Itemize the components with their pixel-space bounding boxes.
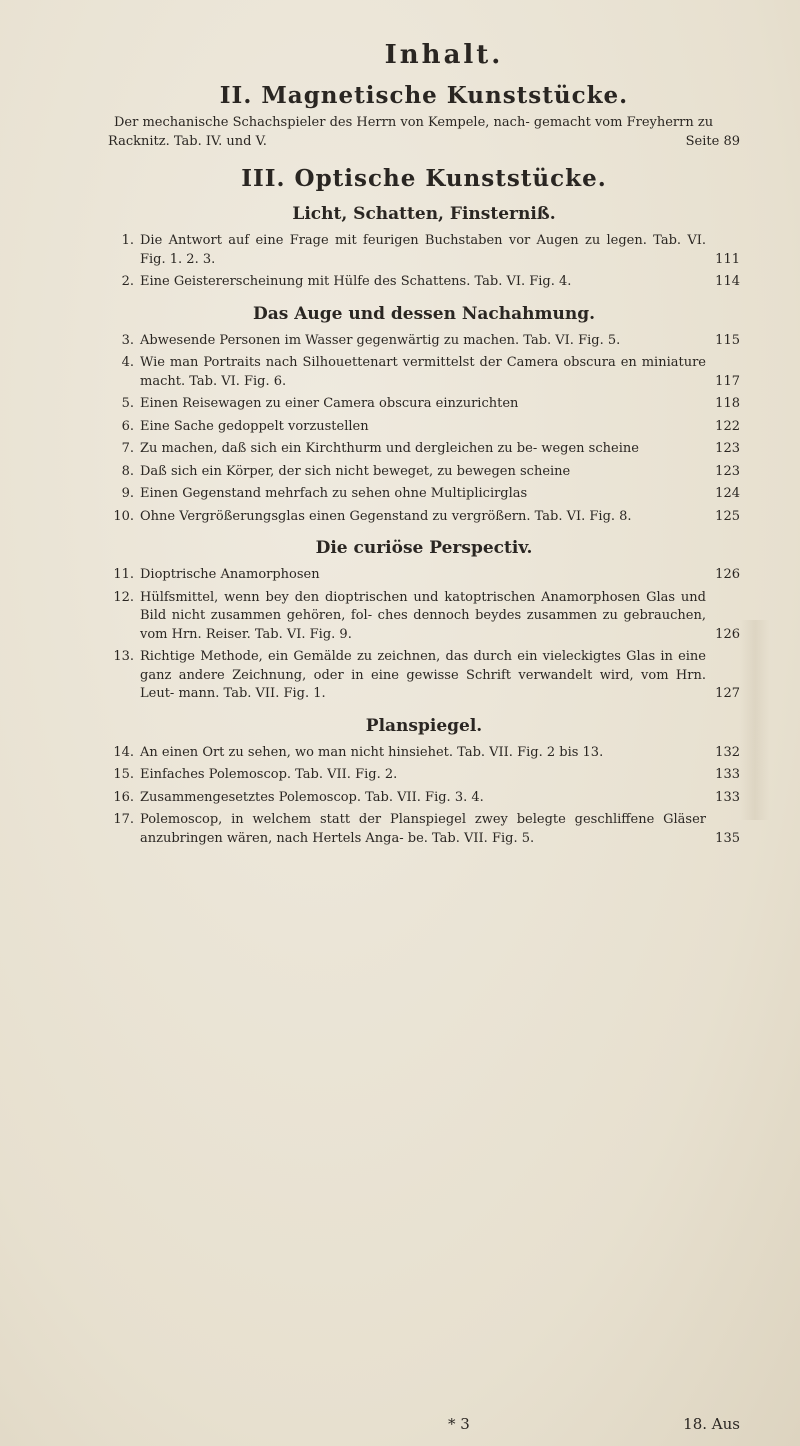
entry-number: 15.	[113, 767, 134, 782]
entry-text: Einen Reisewagen zu einer Camera obscura einzurichten	[140, 396, 519, 411]
entry-text: Wie man Portraits nach Silhouettenart vermittelst der Camera obscura en miniature macht. Tab. VI. Fig. 6.	[140, 355, 706, 389]
entry-page: 114	[715, 274, 740, 289]
entry-text: Einen Gegenstand mehrfach zu sehen ohne Multiplicirglas	[140, 486, 528, 501]
entry-text: Daß sich ein Körper, der sich nicht beweget, zu bewegen scheine	[140, 463, 571, 479]
toc-entry	[108, 485, 740, 504]
entry-number: 2.	[121, 274, 134, 289]
toc-entry	[108, 332, 740, 351]
section-heading: Das Auge und dessen Nachahmung.	[252, 303, 596, 324]
entry-text: Ohne Vergrößerungsglas einen Gegenstand zu vergrößern. Tab. VI. Fig. 8.	[140, 508, 632, 524]
intro-page-ref: Seite 89	[685, 134, 740, 149]
entry-text: Eine Geistererscheinung mit Hülfe des Schattens. Tab. VI. Fig. 4.	[140, 274, 572, 289]
entry-page: 111	[715, 251, 740, 267]
toc-entry	[108, 440, 740, 459]
part-title-optical: III. Optische Kunststücke.	[241, 165, 607, 192]
toc-entry	[108, 463, 740, 482]
running-head: Inhalt.	[384, 40, 504, 70]
entry-text: Zu machen, daß sich ein Kirchthurm und dergleichen zu be- wegen scheine	[140, 441, 639, 456]
entry-list	[108, 566, 740, 704]
toc-entry	[108, 766, 740, 785]
entry-text: Eine Sache gedoppelt vorzustellen	[140, 418, 369, 434]
entry-page: 124	[715, 486, 740, 501]
catchword: 18. Aus	[683, 1415, 740, 1433]
entry-page: 123	[715, 441, 740, 456]
entry-page: 126	[715, 567, 740, 582]
section-heading: Die curiöse Perspectiv.	[315, 538, 533, 558]
entry-text: Abwesende Personen im Wasser gegenwärtig zu machen. Tab. VI. Fig. 5.	[140, 332, 621, 348]
part-title-magnetic: II. Magnetische Kunststücke.	[219, 82, 629, 109]
entry-list	[108, 332, 740, 527]
entry-page: 123	[715, 463, 740, 479]
entry-page: 135	[715, 830, 740, 846]
entry-number: 6.	[121, 418, 134, 434]
entry-number: 5.	[121, 396, 134, 411]
part-intro	[108, 113, 740, 151]
entry-list	[108, 744, 740, 849]
entry-number: 1.	[121, 233, 134, 248]
entry-number: 3.	[121, 332, 134, 348]
toc-entry	[108, 508, 740, 527]
toc-entry	[108, 589, 740, 645]
entry-page: 133	[715, 789, 740, 805]
entry-number: 13.	[113, 649, 134, 664]
toc-entry	[108, 566, 740, 585]
entry-text: Zusammengesetztes Polemoscop. Tab. VII. Fig. 3. 4.	[140, 789, 484, 805]
toc-entry	[108, 273, 740, 292]
entry-page: 122	[715, 418, 740, 434]
toc-entry	[108, 744, 740, 763]
entry-page: 126	[715, 626, 740, 642]
paper-stain	[740, 620, 770, 820]
toc-entry	[108, 395, 740, 414]
entry-number: 16.	[113, 789, 134, 805]
entry-text: Die Antwort auf eine Frage mit feurigen Buchstaben vor Augen zu legen. Tab. VI. Fig. 1. 2. 3.	[140, 233, 706, 267]
entry-number: 9.	[121, 486, 134, 501]
entry-number: 11.	[113, 567, 134, 582]
entry-number: 8.	[121, 463, 134, 479]
page-footer	[108, 1415, 740, 1439]
entry-text: Dioptrische Anamorphosen	[140, 567, 320, 582]
entry-page: 117	[715, 373, 740, 389]
intro-text: Der mechanische Schachspieler des Herrn von Kempele, nach- gemacht vom Freyherrn zu Racknitz. Tab. IV. und V.	[108, 115, 714, 149]
entry-number: 17.	[113, 812, 134, 827]
entry-list	[108, 232, 740, 292]
signature-mark: * 3	[448, 1415, 470, 1433]
toc-entry	[108, 789, 740, 808]
entry-page: 133	[715, 767, 740, 782]
entry-page: 125	[715, 508, 740, 524]
entry-page: 118	[715, 396, 740, 411]
section-heading: Planspiegel.	[365, 715, 483, 736]
entry-number: 7.	[121, 441, 134, 456]
toc-entry	[108, 418, 740, 437]
entry-text: Richtige Methode, ein Gemälde zu zeichnen, das durch ein vieleckigtes Glas in eine ganz andere Zeichnung, oder in eine gewisse Schrift verwandelt wird, vom Hrn. Leut- mann. Tab. VII. Fig. 1.	[140, 649, 706, 701]
entry-text: Polemoscop, in welchem statt der Planspiegel zwey belegte geschliffene Gläser anzubringen wären, nach Hertels Anga- be. Tab. VII. Fig. 5.	[140, 812, 706, 846]
entry-number: 12.	[113, 589, 134, 605]
toc-sections	[108, 204, 740, 848]
entry-page: 115	[715, 332, 740, 348]
entry-text: Einfaches Polemoscop. Tab. VII. Fig. 2.	[140, 767, 398, 782]
entry-page: 132	[715, 744, 740, 760]
toc-entry	[108, 354, 740, 391]
entry-page: 127	[715, 686, 740, 701]
toc-entry	[108, 648, 740, 704]
entry-text: Hülfsmittel, wenn bey den dioptrischen und katoptrischen Anamorphosen Glas und Bild nicht zusammen gehören, fol- ches dennoch beydes zusammen zu gebrauchen, vom Hrn. Reiser. Tab. VI. Fig. 9.	[140, 589, 706, 642]
entry-number: 4.	[121, 355, 134, 370]
entry-text: An einen Ort zu sehen, wo man nicht hinsiehet. Tab. VII. Fig. 2 bis 13.	[140, 744, 604, 760]
toc-entry	[108, 232, 740, 269]
section-heading: Licht, Schatten, Finsterniß.	[292, 204, 556, 224]
toc-entry	[108, 811, 740, 848]
entry-number: 10.	[113, 508, 134, 524]
entry-number: 14.	[113, 744, 134, 760]
